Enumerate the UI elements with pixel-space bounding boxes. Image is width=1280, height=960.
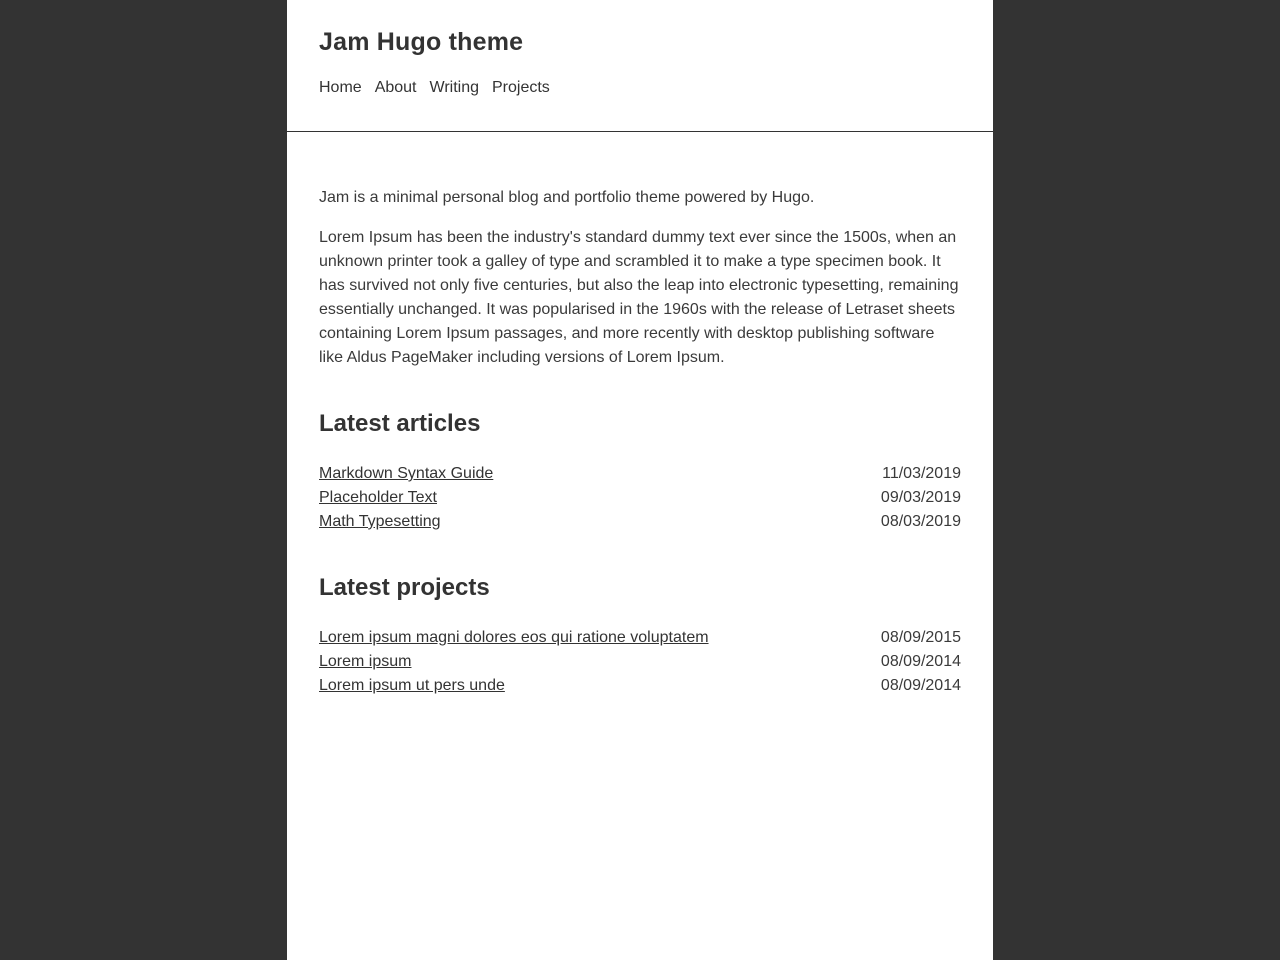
nav-link-writing[interactable]: Writing — [429, 79, 479, 96]
list-item — [319, 510, 961, 534]
project-link[interactable]: Lorem ipsum ut pers unde — [319, 677, 505, 694]
list-item — [319, 462, 961, 486]
project-link[interactable]: Lorem ipsum magni dolores eos qui ratione voluptatem — [319, 629, 709, 646]
intro-paragraph-2: Lorem Ipsum has been the industry's standard dummy text ever since the 1500s, when an unknown printer took a galley of type and scrambled it to make a type specimen book. It has survived not only five centuries, but also the leap into electronic typesetting, remaining essentially unchanged. It was popularised in the 1960s with the release of Letraset sheets containing Lorem Ipsum passages, and more recently with desktop publishing software like Aldus PageMaker including versions of Lorem Ipsum. — [319, 229, 959, 366]
intro-paragraph-1: Jam is a minimal personal blog and portfolio theme powered by Hugo. — [319, 189, 815, 206]
nav-link-home[interactable]: Home — [319, 79, 362, 96]
article-date: 09/03/2019 — [880, 489, 961, 506]
nav-link-about[interactable]: About — [374, 79, 417, 96]
articles-list — [319, 462, 961, 534]
project-link[interactable]: Lorem ipsum — [319, 653, 412, 670]
projects-list — [319, 626, 961, 698]
list-item — [319, 650, 961, 674]
project-date: 08/09/2015 — [880, 629, 961, 646]
article-link[interactable]: Markdown Syntax Guide — [319, 465, 494, 482]
project-date: 08/09/2014 — [880, 677, 961, 694]
latest-projects-heading: Latest projects — [319, 574, 490, 601]
content-column — [287, 0, 993, 960]
latest-projects-section — [319, 574, 961, 698]
list-item — [319, 674, 961, 698]
article-link[interactable]: Math Typesetting — [319, 513, 441, 530]
article-link[interactable]: Placeholder Text — [319, 489, 437, 506]
nav-link-projects[interactable]: Projects — [492, 79, 550, 96]
main-nav — [319, 79, 961, 131]
list-item — [319, 626, 961, 650]
site-header — [287, 0, 993, 132]
latest-articles-heading: Latest articles — [319, 410, 481, 437]
article-date: 11/03/2019 — [882, 465, 961, 482]
article-date: 08/03/2019 — [880, 513, 961, 530]
list-item — [319, 486, 961, 510]
site-title: Jam Hugo theme — [319, 28, 524, 56]
latest-articles-section — [319, 410, 961, 534]
intro-text — [319, 186, 961, 370]
main-content — [287, 132, 993, 738]
project-date: 08/09/2014 — [880, 653, 961, 670]
